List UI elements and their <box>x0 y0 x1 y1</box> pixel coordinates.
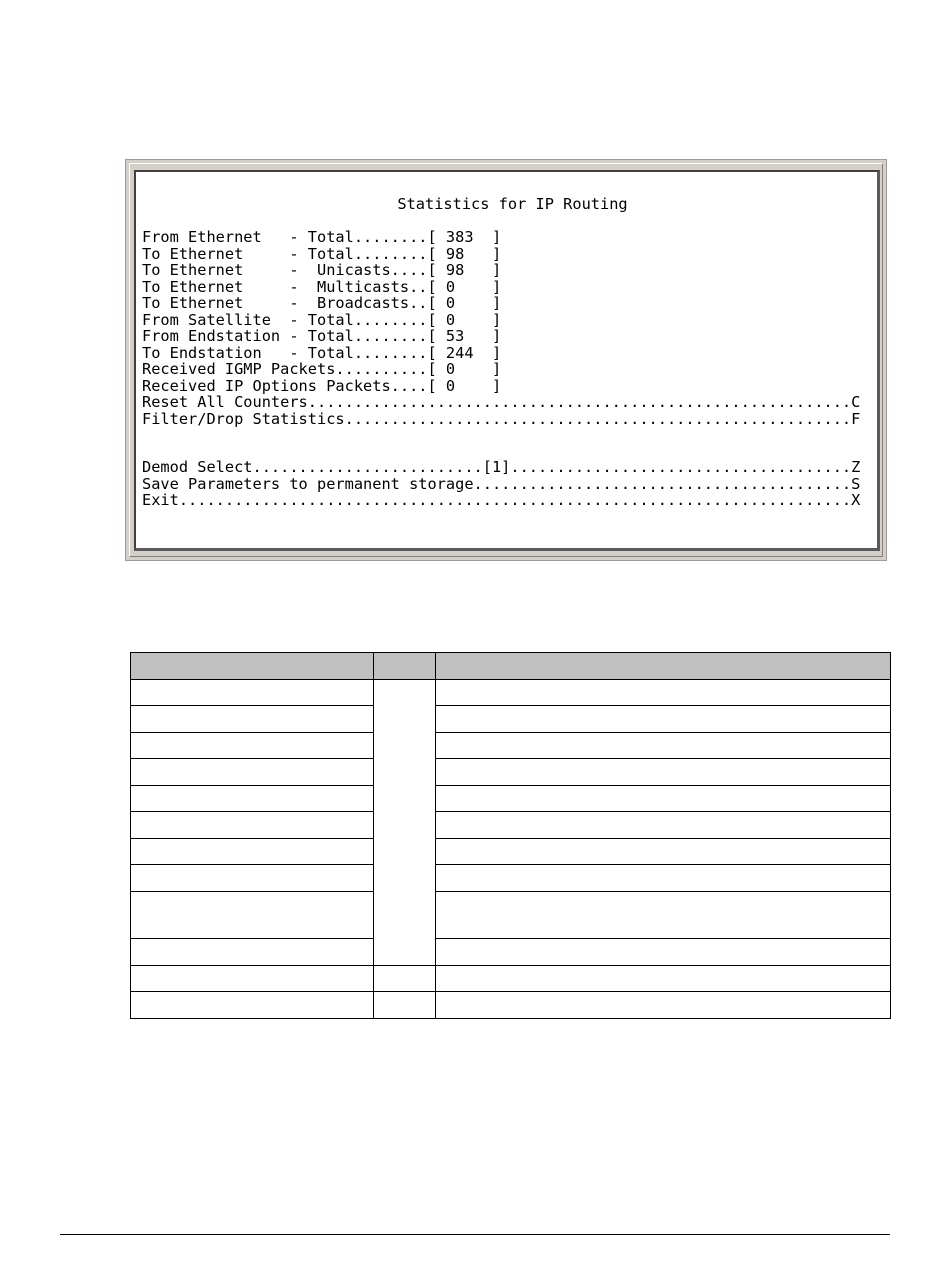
menu-reset-all-counters[interactable]: Reset All Counters...........................................................C <box>142 393 861 411</box>
terminal-window <box>125 159 887 561</box>
table-cell <box>436 939 891 965</box>
stat-received-igmp-packets: Received IGMP Packets..........[ 0 ] <box>142 360 502 378</box>
menu-exit[interactable]: Exit.........................................................................X <box>142 491 861 509</box>
table-row <box>131 965 891 991</box>
table-cell <box>131 759 374 785</box>
table-cell <box>436 706 891 732</box>
stat-to-ethernet-multicasts: To Ethernet - Multicasts..[ 0 ] <box>142 278 502 296</box>
table-row <box>131 680 891 706</box>
table-cell <box>131 965 374 991</box>
table-cell <box>436 965 891 991</box>
table-cell <box>131 992 374 1019</box>
table-cell <box>436 891 891 939</box>
table-cell <box>131 732 374 758</box>
stat-to-ethernet-broadcasts: To Ethernet - Broadcasts..[ 0 ] <box>142 294 502 312</box>
table-header-row <box>131 653 891 680</box>
table-cell <box>131 865 374 891</box>
table-row <box>131 891 891 939</box>
footer-divider <box>60 1234 890 1235</box>
table-row <box>131 812 891 838</box>
table-cell <box>131 785 374 811</box>
parameter-table <box>130 652 891 1019</box>
table-header-cell <box>131 653 374 680</box>
menu-demod-select[interactable]: Demod Select.........................[1].....................................Z <box>142 458 861 476</box>
stat-from-satellite-total: From Satellite - Total........[ 0 ] <box>142 311 502 329</box>
table-header-cell <box>374 653 436 680</box>
table-cell <box>131 706 374 732</box>
table-row <box>131 865 891 891</box>
table-cell <box>131 812 374 838</box>
table-row <box>131 732 891 758</box>
stat-to-endstation-total: To Endstation - Total........[ 244 ] <box>142 344 502 362</box>
table-cell <box>131 680 374 706</box>
terminal-screen <box>134 170 880 551</box>
table-cell <box>374 965 436 991</box>
table-cell <box>436 680 891 706</box>
table-row <box>131 992 891 1019</box>
table-cell <box>436 865 891 891</box>
table-cell <box>131 891 374 939</box>
table-header-cell <box>436 653 891 680</box>
table-row <box>131 759 891 785</box>
stat-received-ip-options-packets: Received IP Options Packets....[ 0 ] <box>142 377 502 395</box>
stat-to-ethernet-unicasts: To Ethernet - Unicasts....[ 98 ] <box>142 261 502 279</box>
stat-to-ethernet-total: To Ethernet - Total........[ 98 ] <box>142 245 502 263</box>
table-cell <box>436 838 891 864</box>
table-cell <box>374 992 436 1019</box>
stat-from-endstation-total: From Endstation - Total........[ 53 ] <box>142 327 502 345</box>
screen-title: Statistics for IP Routing <box>397 195 628 213</box>
stat-from-ethernet-total: From Ethernet - Total........[ 383 ] <box>142 228 502 246</box>
table-row <box>131 785 891 811</box>
table-row <box>131 939 891 965</box>
table-cell <box>436 992 891 1019</box>
table-cell <box>436 812 891 838</box>
table-cell <box>131 838 374 864</box>
table-cell-merged <box>374 680 436 966</box>
table-cell <box>436 732 891 758</box>
table-row <box>131 706 891 732</box>
table-cell <box>436 759 891 785</box>
menu-filter-drop-statistics[interactable]: Filter/Drop Statistics.......................................................F <box>142 410 861 428</box>
table-row <box>131 838 891 864</box>
menu-save-parameters[interactable]: Save Parameters to permanent storage.........................................S <box>142 475 861 493</box>
table-cell <box>131 939 374 965</box>
table-cell <box>436 785 891 811</box>
